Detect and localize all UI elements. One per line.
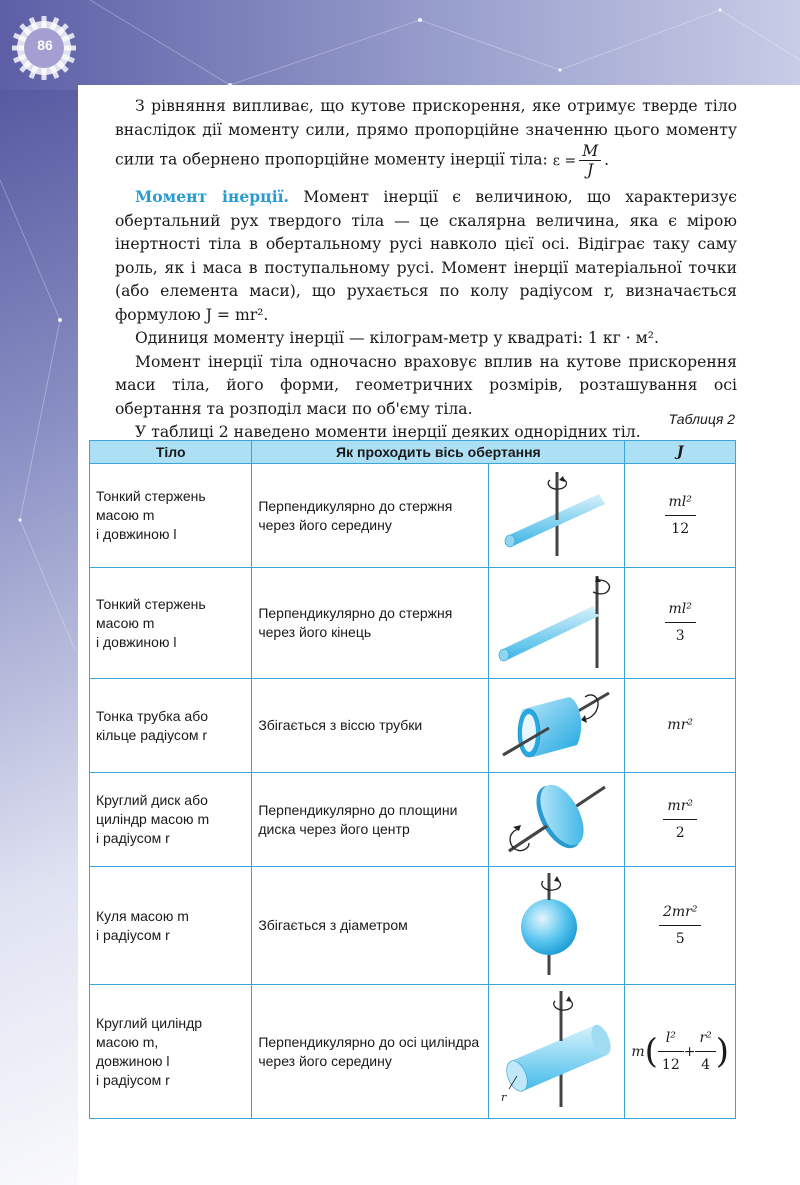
axis-cell: Перпендикулярно до стержня через його середину [252, 464, 489, 568]
page-number: 86 [37, 37, 53, 53]
j-denominator: 5 [675, 930, 685, 947]
formula-numerator: M [579, 142, 601, 161]
paragraph-1-text: З рівняння випливає, що кутове прискорення, яке отримує тверде тіло внаслідок дії моменту сили, прямо пропорційне значенню цього моменту сили та обернено пропорційне моменту інерції тіла: [115, 97, 737, 169]
j-denominator: 12 [671, 520, 690, 537]
rod-center-axis-icon [489, 464, 624, 562]
j-cell [625, 773, 736, 867]
formula-fraction [579, 142, 601, 179]
figure-cell [489, 867, 625, 985]
axis-cell: Збігається з діаметром [252, 867, 489, 985]
cylinder-axis-icon [489, 985, 624, 1113]
j-fraction [665, 493, 696, 539]
table-header-row [90, 441, 736, 464]
body-line: Круглий диск або [96, 792, 208, 808]
j-numerator: ml² [665, 493, 696, 516]
j-fraction [659, 903, 702, 949]
j-cell: mr² [625, 679, 736, 773]
paragraph-4-text: Момент інерції тіла одночасно враховує вплив на кутове прискорення маси тіла, його форми, геометричних розмірів, розташування осі обертання та розподіл маси по об'єму тіла. [115, 352, 737, 418]
table-row [90, 773, 736, 867]
table-row [90, 568, 736, 679]
body-text [115, 95, 737, 445]
j-cell [625, 867, 736, 985]
header-body: Тіло [90, 441, 252, 464]
body-line: циліндр масою m [96, 811, 210, 827]
body-line: і радіусом r [96, 1071, 170, 1088]
j-cell [625, 985, 736, 1119]
body-line: довжиною l [96, 1052, 170, 1069]
header-j: J [625, 441, 736, 464]
j-fraction [658, 1029, 684, 1075]
body-cell [90, 985, 252, 1119]
body-cell [90, 679, 252, 773]
axis-cell: Перпендикулярно до осі циліндра через його середину [252, 985, 489, 1119]
paragraph-2-text: Момент інерції є величиною, що характеризує обертальний рух твердого тіла — це скалярна величина, яка є мірою інертності тіла в обертальному русі навколо цієї осі. Відіграє таку саму роль, як і маса в поступальному русі. Момент інерції матеріальної точки (або елемента маси), що рухається по колу радіусом r, визначається формулою J = mr². [115, 188, 737, 324]
paragraph-3-text: Одиниця моменту інерції — кілограм-метр у квадраті: 1 кг · м². [135, 329, 659, 347]
rod-end-axis-icon [489, 568, 624, 673]
body-line: масою m [96, 507, 155, 523]
paragraph-3 [115, 327, 737, 351]
body-line: масою m [96, 614, 155, 631]
body-line: і радіусом r [96, 926, 170, 943]
j-numerator: l² [658, 1029, 684, 1052]
j-cell [625, 464, 736, 568]
j-fraction [695, 1029, 715, 1075]
cylinder-formula: m( $\frac{\text{l²}}{12}$ + $\frac{\text{r²}}{4}$ ) [631, 1029, 730, 1073]
paragraph-4 [115, 351, 737, 422]
body-cell [90, 867, 252, 985]
j-denominator: 4 [701, 1056, 711, 1073]
j-cell [625, 568, 736, 679]
table-row [90, 679, 736, 773]
moment-of-inertia-heading: Момент інерції. [135, 187, 289, 206]
disk-axis-icon [489, 773, 624, 861]
table-row [90, 867, 736, 985]
j-numerator: ml² [665, 600, 696, 623]
sphere-axis-icon [489, 867, 624, 979]
body-line: і довжиною l [96, 633, 177, 650]
figure-cell [489, 679, 625, 773]
body-cell [90, 773, 252, 867]
body-line: Тонкий стержень [96, 595, 206, 612]
j-numerator: mr² [663, 797, 697, 820]
table-caption: Таблиця 2 [668, 411, 735, 427]
j-numerator: r² [695, 1029, 715, 1052]
j-numerator: 2mr² [659, 903, 702, 926]
body-line: масою m, [96, 1033, 159, 1050]
figure-cell [489, 568, 625, 679]
axis-cell: Перпендикулярно до площини диска через його центр [252, 773, 489, 867]
table-row [90, 464, 736, 568]
formula-epsilon [552, 142, 610, 179]
body-cell [90, 568, 252, 679]
body-line: Тонка трубка або [96, 707, 208, 724]
body-line: кільце радіусом r [96, 726, 208, 743]
body-line: Круглий циліндр [96, 1014, 203, 1031]
paragraph-2 [115, 185, 737, 327]
body-cell [90, 464, 252, 568]
j-denominator: 12 [661, 1056, 680, 1073]
body-line: Куля масою m [96, 907, 189, 924]
table-row [90, 985, 736, 1119]
j-denominator: 2 [675, 824, 685, 841]
inertia-table [89, 440, 736, 1119]
axis-cell: Перпендикулярно до стержня через його кінець [252, 568, 489, 679]
paragraph-1 [115, 95, 737, 179]
figure-cell [489, 985, 625, 1119]
body-line: Тонкий стержень [96, 488, 206, 504]
formula-denominator: J [587, 161, 594, 179]
r-label: r [501, 1091, 507, 1104]
body-line: і довжиною l [96, 526, 177, 542]
header-axis: Як проходить вісь обертання [252, 441, 625, 464]
j-fraction [663, 797, 697, 843]
formula-prefix: m [631, 1043, 645, 1060]
figure-cell [489, 773, 625, 867]
axis-cell: Збігається з віссю трубки [252, 679, 489, 773]
j-denominator: 3 [675, 628, 685, 644]
formula-end: . [604, 150, 610, 169]
formula-plus: + [683, 1043, 696, 1060]
paragraph-5-text: У таблиці 2 наведено моменти інерції деяких однорідних тіл. [135, 423, 641, 441]
formula-lhs: ε = [552, 152, 577, 169]
body-line: і радіусом r [96, 830, 170, 846]
j-fraction [665, 600, 696, 646]
tube-axis-icon [489, 679, 624, 767]
figure-cell [489, 464, 625, 568]
